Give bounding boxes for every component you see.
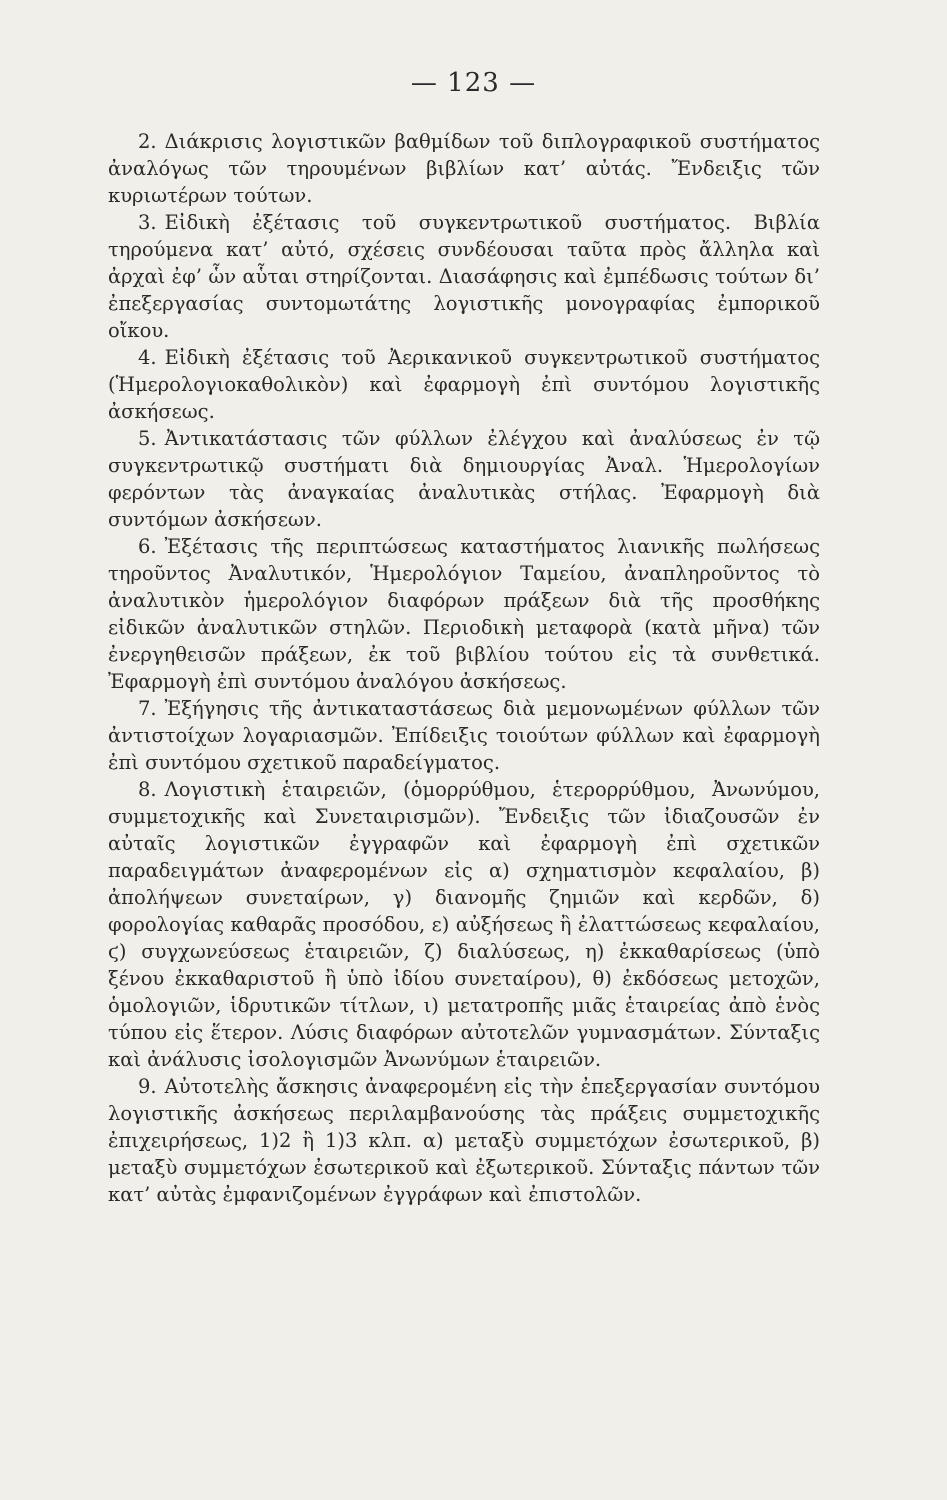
paragraph-text: Ἀντικατάστασις τῶν φύλλων ἐλέγχου καὶ ἀναλύσεως ἐν τῷ συγκεντρωτικῷ συστήματι διὰ δημιουργίας Ἀναλ. Ἡμερολογίων φερόντων τὰς ἀναγκαίας ἀναλυτικὰς στήλας. Ἐφαρμογὴ διὰ συντόμων ἀσκήσεων. (108, 427, 820, 531)
paragraph-text: Διάκρισις λογιστικῶν βαθμίδων τοῦ διπλογραφικοῦ συστήματος ἀναλόγως τῶν τηρουμένων βιβλίων κατ’ αὐτάς. Ἔνδειξις τῶν κυριωτέρων τούτων. (108, 130, 820, 207)
paragraph-text: Εἰδικὴ ἐξέτασις τοῦ συγκεντρωτικοῦ συστήματος. Βιβλία τηρούμενα κατ’ αὐτό, σχέσεις συνδέουσαι ταῦτα πρὸς ἄλληλα καὶ ἀρχαὶ ἐφ’ ὧν αὗται στηρίζονται. Διασάφησις καὶ ἐμπέδωσις τούτων δι’ ἐπεξεργασίας συντομωτάτης λογιστικῆς μονογραφίας ἐμπορικοῦ οἴκου. (108, 211, 820, 342)
paragraph-4 (108, 344, 820, 425)
paragraph-5 (108, 425, 820, 533)
paragraph-number: 7. (138, 697, 157, 720)
paragraph-number: 8. (138, 778, 157, 801)
paragraph-6 (108, 533, 820, 695)
paragraph-text: Αὐτοτελὴς ἄσκησις ἀναφερομένη εἰς τὴν ἐπεξεργασίαν συντόμου λογιστικῆς ἀσκήσεως περιλαμβανούσης τὰς πράξεις συμμετοχικῆς ἐπιχειρήσεως, 1)2 ἢ 1)3 κλπ. α) μεταξὺ συμμετόχων ἐσωτερικοῦ, β) μεταξὺ συμμετόχων ἐσωτερικοῦ καὶ ἐξωτερικοῦ. Σύνταξις πάντων τῶν κατ’ αὐτὰς ἐμφανιζομένων ἐγγράφων καὶ ἐπιστολῶν. (108, 1075, 820, 1206)
paragraph-number: 2. (138, 130, 157, 153)
paragraph-text: Ἐξήγησις τῆς ἀντικαταστάσεως διὰ μεμονωμένων φύλλων τῶν ἀντιστοίχων λογαριασμῶν. Ἐπίδειξις τοιούτων φύλλων καὶ ἐφαρμογὴ ἐπὶ συντόμου σχετικοῦ παραδείγματος. (108, 697, 820, 774)
paragraph-text: Λογιστικὴ ἑταιρειῶν, (ὁμορρύθμου, ἑτερορρύθμου, Ἀνωνύμου, συμμετοχικῆς καὶ Συνεταιρισμῶν). Ἔνδειξις τῶν ἰδιαζουσῶν ἐν αὐταῖς λογιστικῶν ἐγγραφῶν καὶ ἐφαρμογὴ ἐπὶ σχετικῶν παραδειγμάτων ἀναφερομένων εἰς α) σχηματισμὸν κεφαλαίου, β) ἀπολήψεων συνεταίρων, γ) διανομῆς ζημιῶν καὶ κερδῶν, δ) φορολογίας καθαρᾶς προσόδου, ε) αὐξήσεως ἢ ἐλαττώσεως κεφαλαίου, ϛ) συγχωνεύσεως ἑταιρειῶν, ζ) διαλύσεως, η) ἐκκαθαρίσεως (ὑπὸ ξένου ἐκκαθαριστοῦ ἢ ὑπὸ ἰδίου συνεταίρου), θ) ἐκδόσεως μετοχῶν, ὁμολογιῶν, ἱδρυτικῶν τίτλων, ι) μετατροπῆς μιᾶς ἑταιρείας ἀπὸ ἑνὸς τύπου εἰς ἕτερον. Λύσις διαφόρων αὐτοτελῶν γυμνασμάτων. Σύνταξις καὶ ἀνάλυσις ἰσολογισμῶν Ἀνωνύμων ἑταιρειῶν. (108, 778, 820, 1071)
paragraph-2 (108, 128, 820, 209)
syllabus-text (108, 128, 820, 1208)
paragraph-number: 6. (138, 535, 157, 558)
paragraph-text: Εἰδικὴ ἐξέτασις τοῦ Ἀερικανικοῦ συγκεντρωτικοῦ συστήματος (Ἡμερολογιοκαθολικὸν) καὶ ἐφαρμογὴ ἐπὶ συντόμου λογιστικῆς ἀσκήσεως. (108, 346, 820, 423)
paragraph-7 (108, 695, 820, 776)
page-number: — 123 — (410, 68, 537, 98)
paragraph-3 (108, 209, 820, 344)
paragraph-9 (108, 1073, 820, 1208)
paragraph-text: Ἐξέτασις τῆς περιπτώσεως καταστήματος λιανικῆς πωλήσεως τηροῦντος Ἀναλυτικόν, Ἡμερολόγιον Ταμείου, ἀναπληροῦντος τὸ ἀναλυτικὸν ἡμερολόγιον διαφόρων πράξεων διὰ τῆς προσθήκης εἰδικῶν ἀναλυτικῶν στηλῶν. Περιοδικὴ μεταφορὰ (κατὰ μῆνα) τῶν ἐνεργηθεισῶν πράξεων, ἐκ τοῦ βιβλίου τούτου εἰς τὰ συνθετικά. Ἐφαρμογὴ ἐπὶ συντόμου ἀναλόγου ἀσκήσεως. (108, 535, 820, 693)
paragraph-number: 9. (138, 1075, 157, 1098)
paragraph-number: 3. (138, 211, 157, 234)
paragraph-8 (108, 776, 820, 1073)
paragraph-number: 5. (138, 427, 157, 450)
paragraph-number: 4. (138, 346, 157, 369)
